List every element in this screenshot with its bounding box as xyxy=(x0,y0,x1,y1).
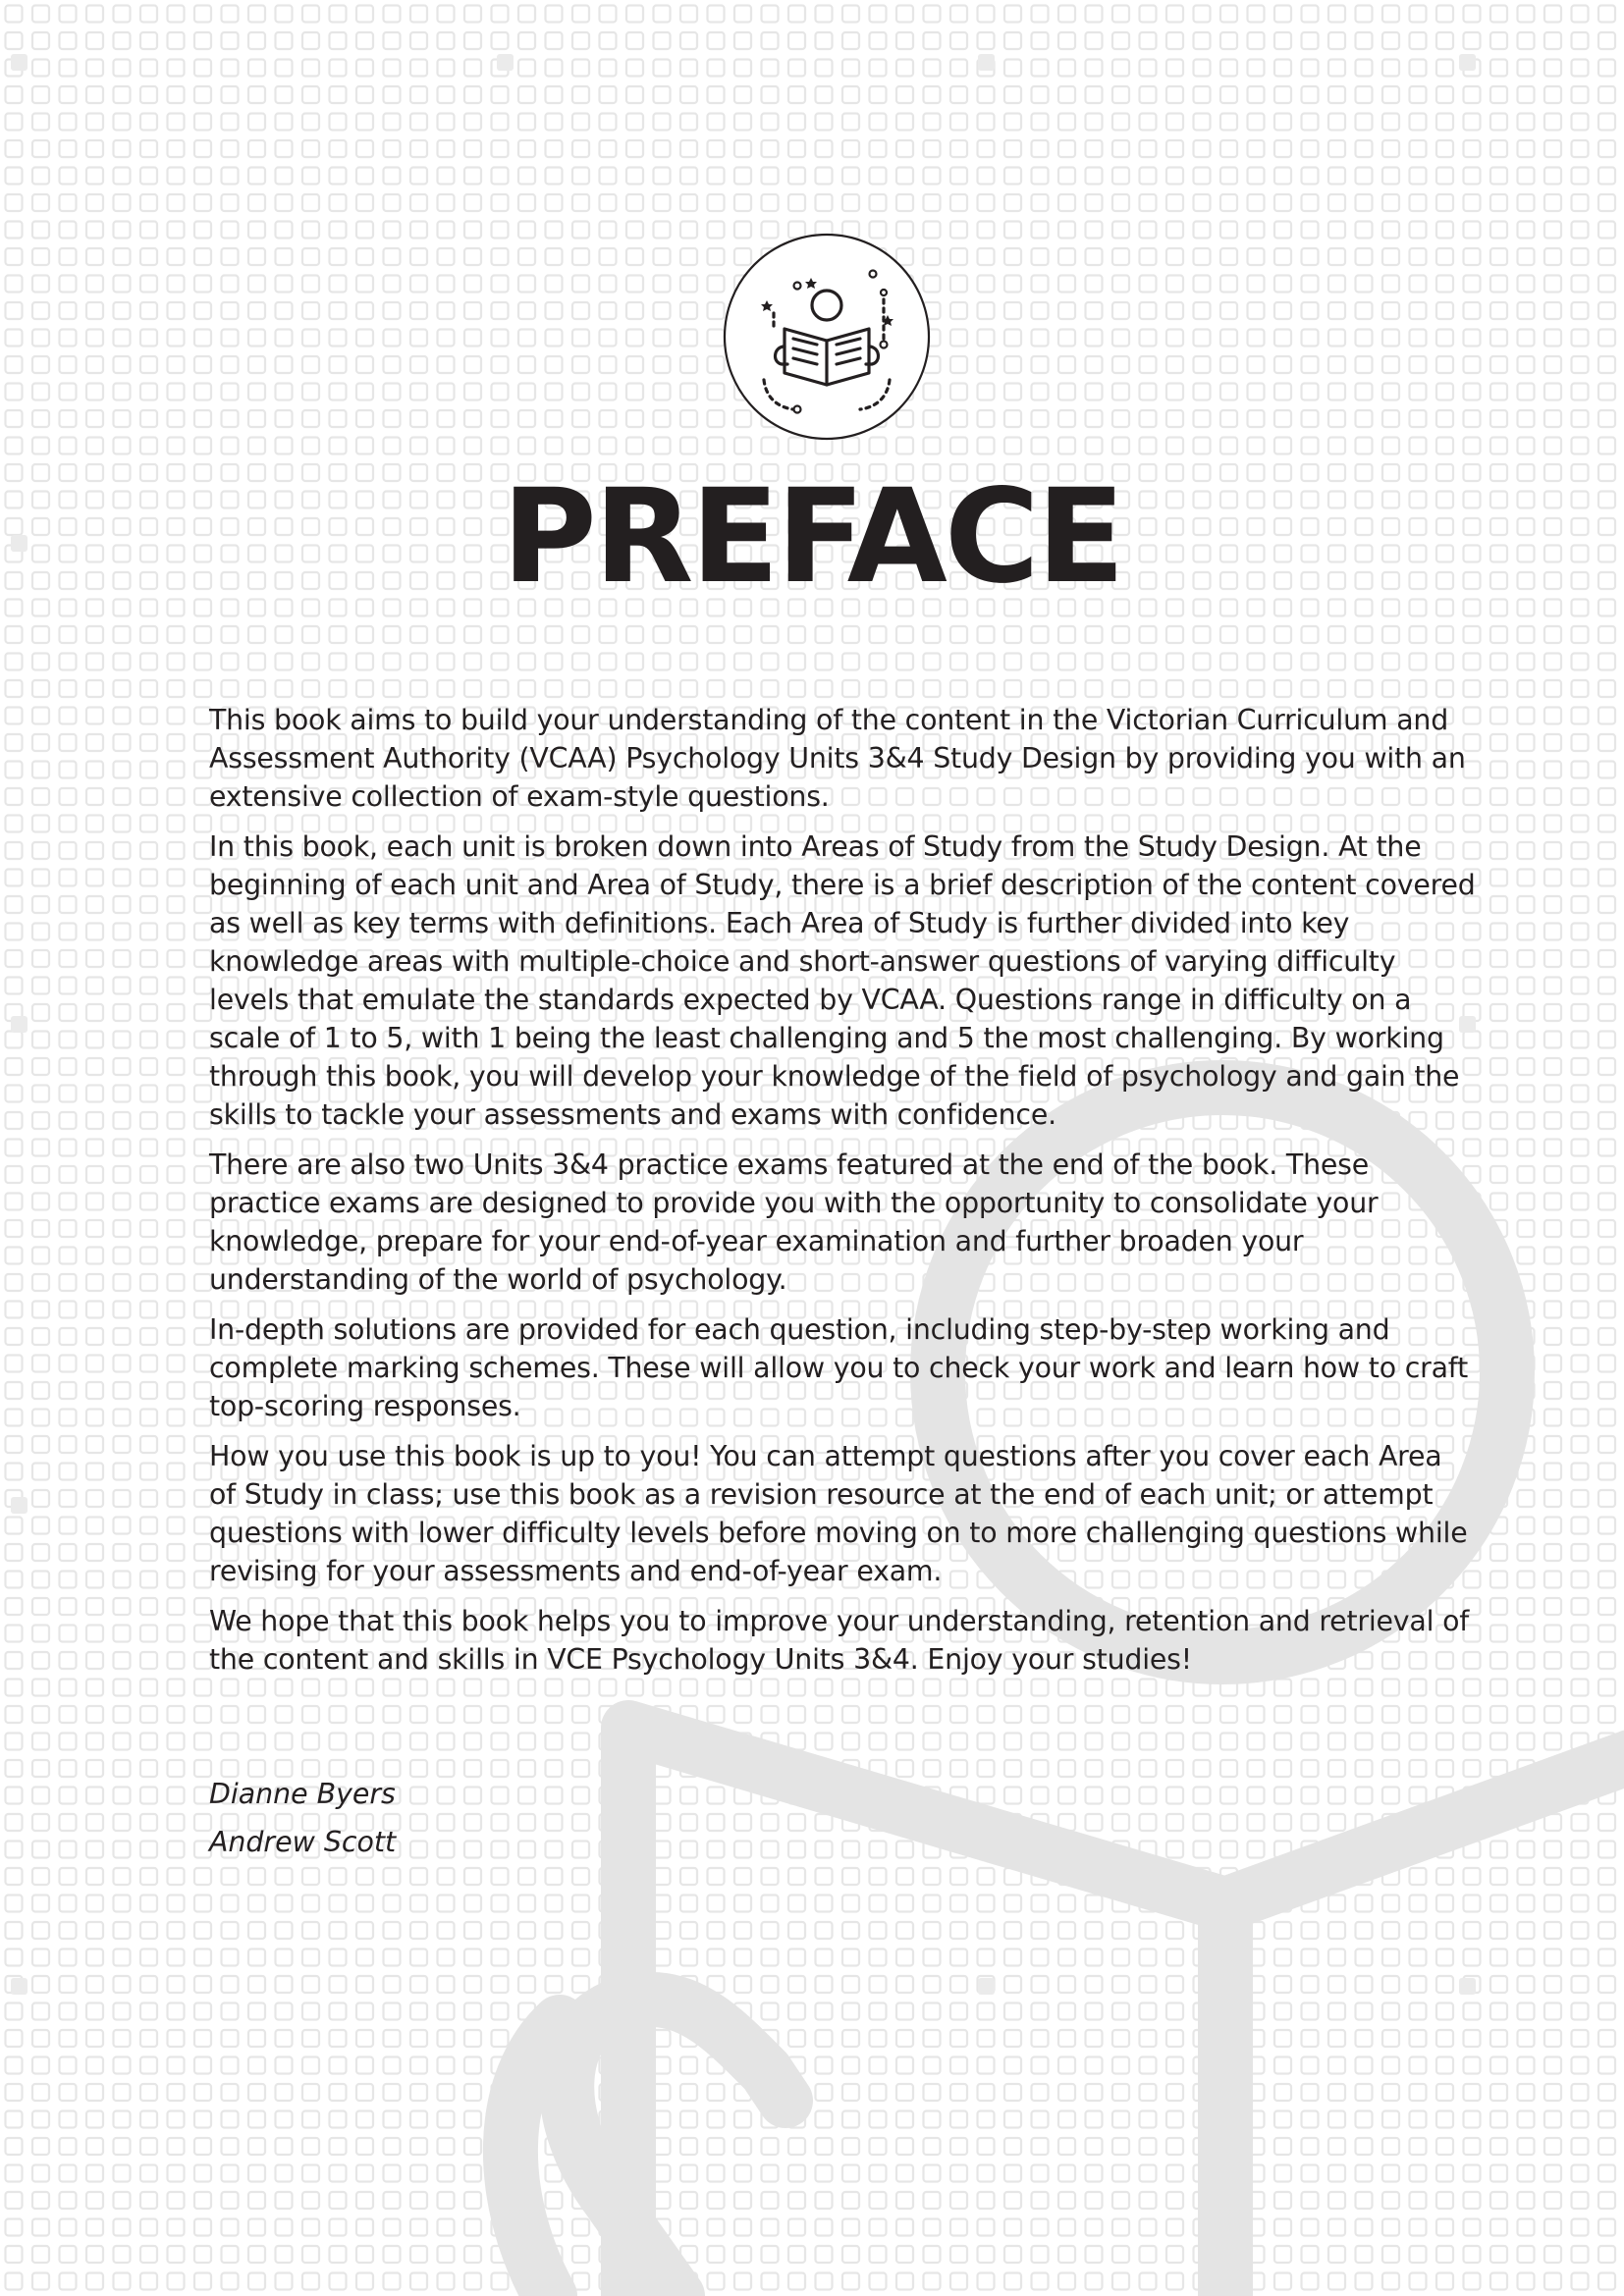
author-name: Andrew Scott xyxy=(209,1826,397,1858)
paragraph-structure: In this book, each unit is broken down into Areas of Study from the Study Design. At the beginning of each unit and Area of Study, there is a brief description of the content covered as well as key terms with definitions. Each Area of Study is further divided into key knowledge areas with multiple-choice and short-answer questions of varying difficulty levels that emulate the standards expected by VCAA. Questions range in difficulty on a scale of 1 to 5, with 1 being the least challenging and 5 the most challenging. By working through this book, you will develop your knowledge of the field of psychology and gain the skills to tackle your assessments and exams with confidence. xyxy=(209,830,1476,1131)
author-name: Dianne Byers xyxy=(209,1778,396,1810)
paragraph-practice-exams: There are also two Units 3&4 practice exams featured at the end of the book. These practice exams are designed to provide you with the opportunity to consolidate your knowledge, prepare for your end-of-year examination and further broaden your understanding of the world of psychology. xyxy=(209,1148,1379,1296)
paragraph-closing: We hope that this book helps you to improve your understanding, retention and retrieval of the content and skills in VCE Psychology Units 3&4. Enjoy your studies! xyxy=(209,1605,1470,1676)
paragraph-solutions: In-depth solutions are provided for each question, including step-by-step working and complete marking schemes. These will allow you to check your work and learn how to craft top-scoring responses. xyxy=(209,1313,1469,1422)
paragraph-intro: This book aims to build your understanding of the content in the Victorian Curriculum and Assessment Authority (VCAA) Psychology Units 3&4 Study Design by providing you with an extensive collection of exam-style questions. xyxy=(209,704,1466,813)
page-title: PREFACE xyxy=(502,461,1122,613)
preface-body xyxy=(209,701,1476,1690)
reader-with-book-icon xyxy=(723,233,931,441)
paragraph-usage: How you use this book is up to you! You can attempt questions after you cover each Area of Study in class; use this book as a revision resource at the end of each unit; or attempt questions with lower difficulty levels before moving on to more challenging questions while revising for your assessments and end-of-year exam. xyxy=(209,1440,1468,1587)
author-signatures xyxy=(209,1770,396,1866)
